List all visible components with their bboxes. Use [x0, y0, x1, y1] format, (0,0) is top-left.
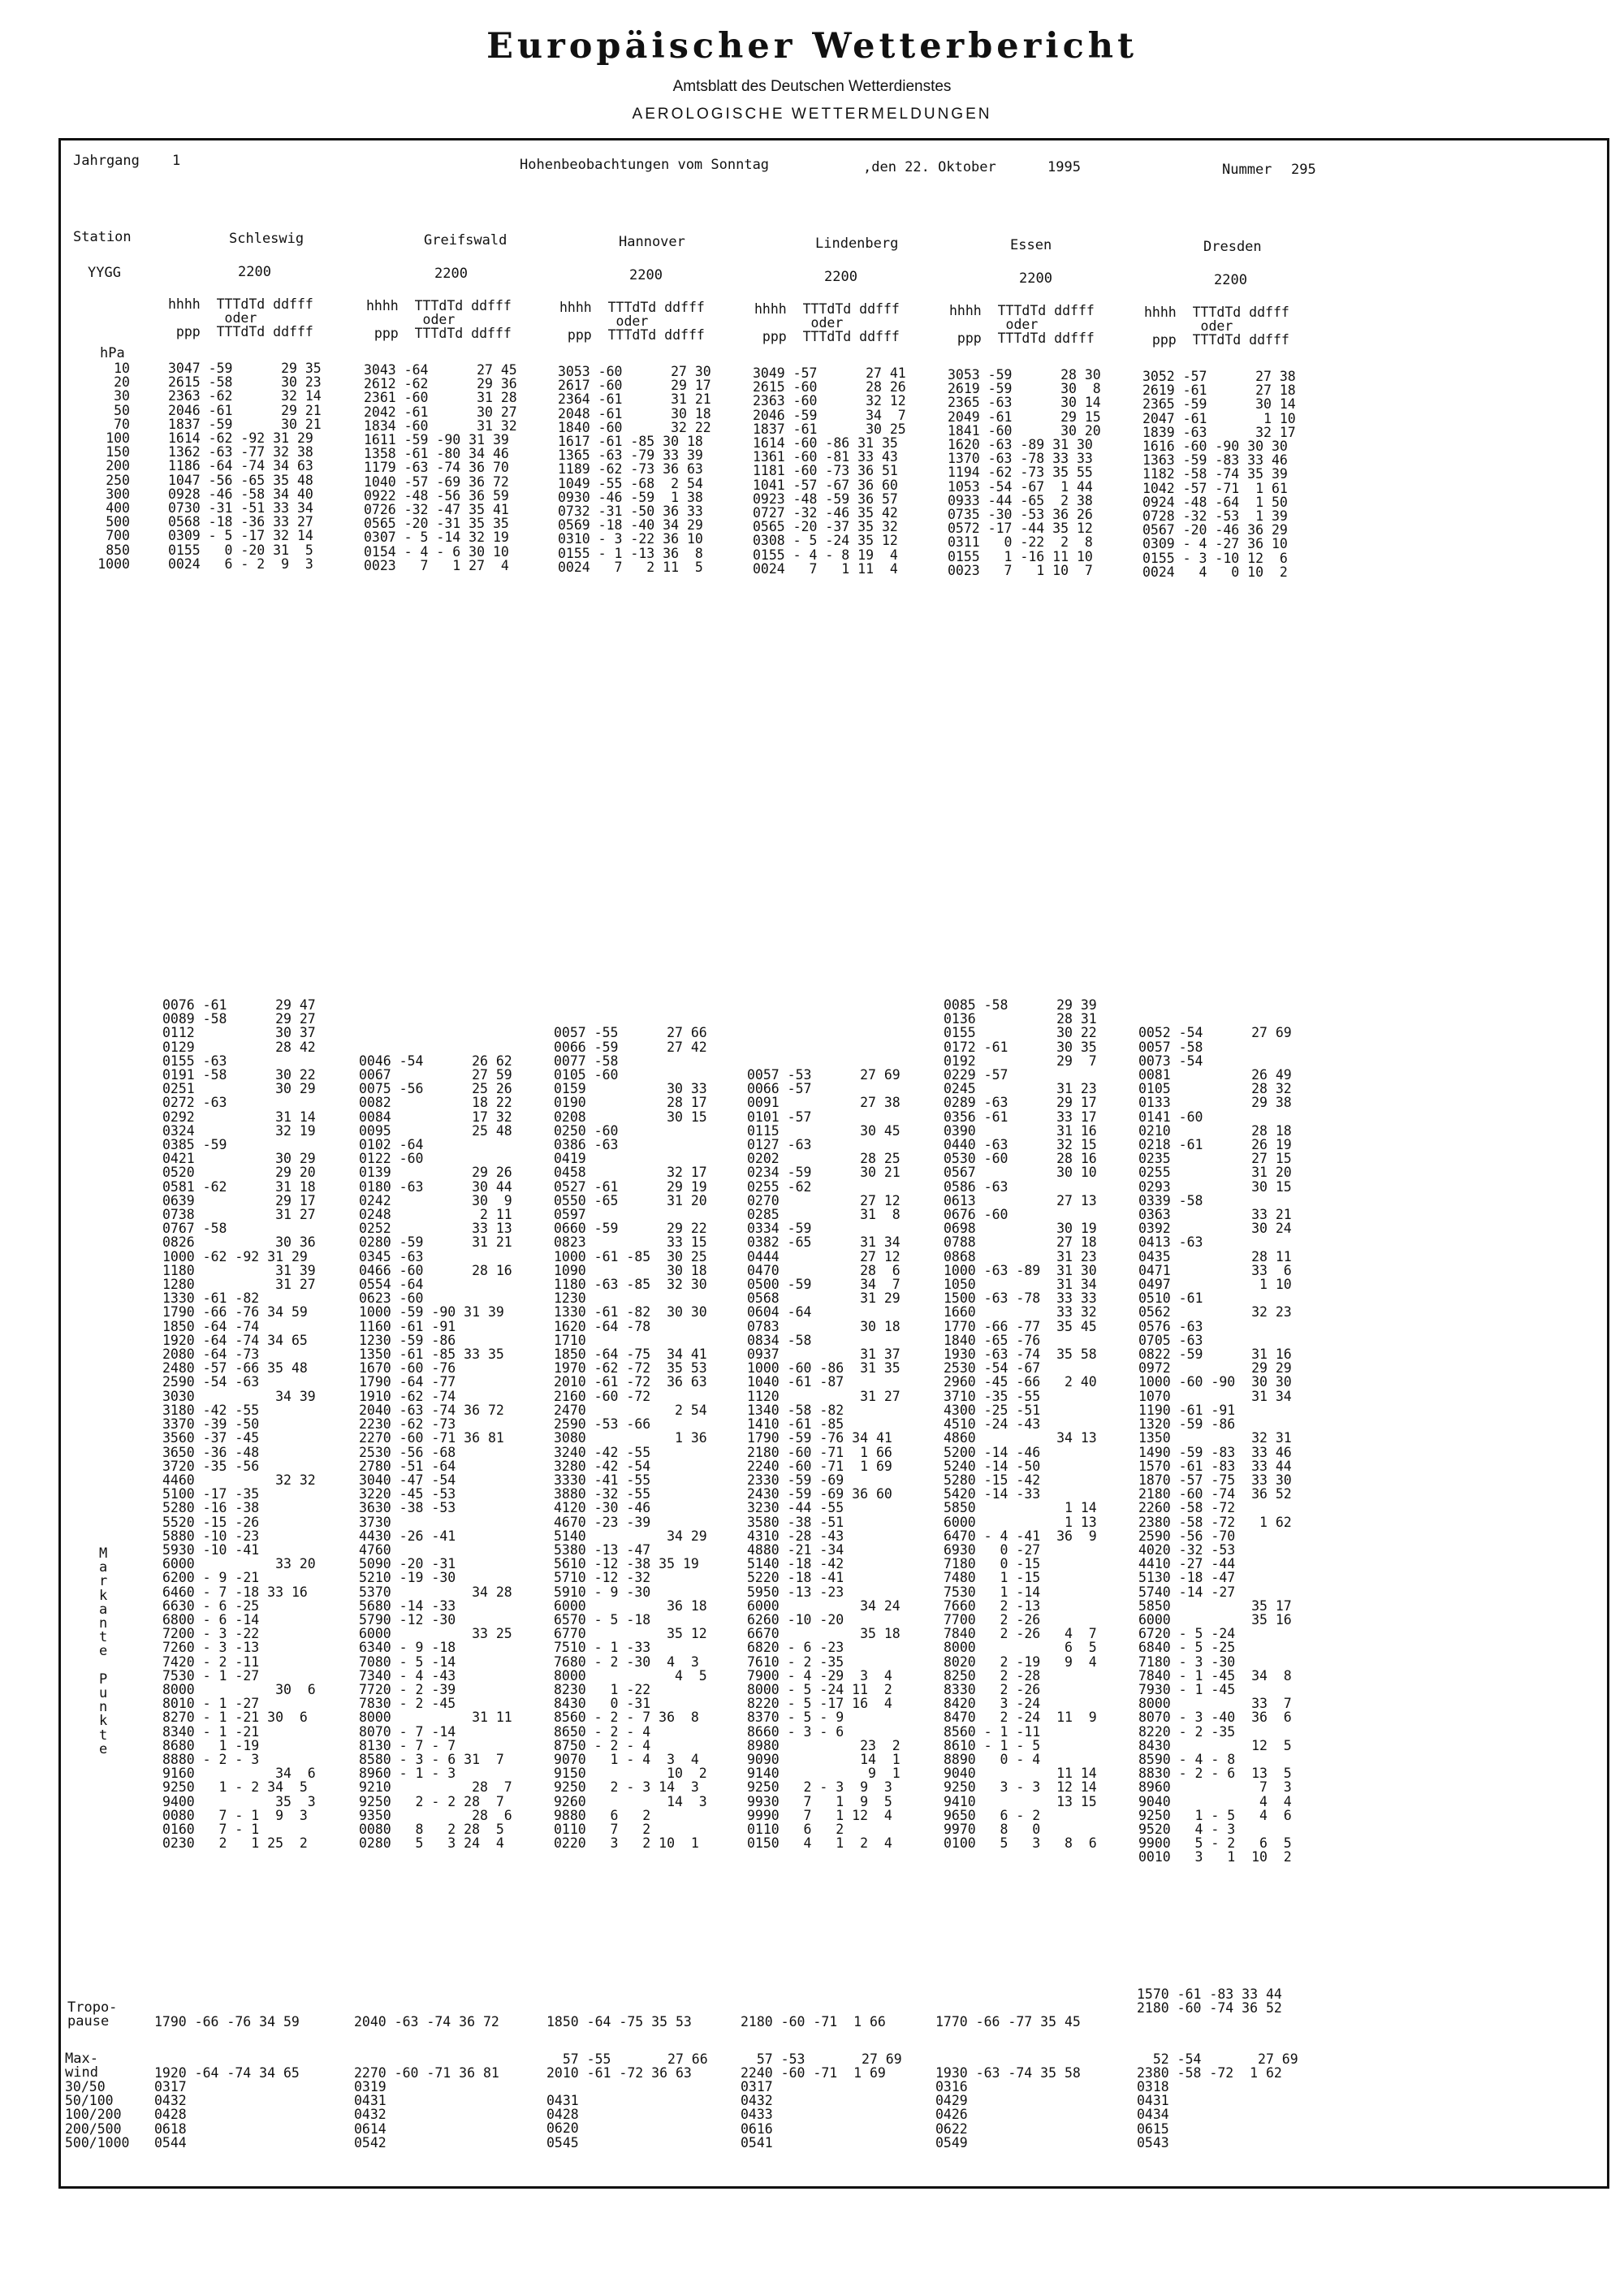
- tropopause-values: 1770 -66 -77 35 45: [935, 2014, 1081, 2030]
- standard-levels: 3052 -57 27 38 2619 -61 27 18 2365 -59 30 14 2047 -61 1 10 1839 -63 32 17 1616 -60 -90 30 30 1363 -59 -83 33 46 1182 -58 -74 35 39 1042 -57 -71 1 61 0924 -48 -64 1 50 0728 -32 -53 1 39 0567 -20 -46 36 29 0309 - 4 -27 36 10 0155 - 3 -10 12 6 0024 4 0 10 2: [1142, 369, 1296, 580]
- standard-levels: 3047 -59 29 35 2615 -58 30 23 2363 -62 32 14 2046 -61 29 21 1837 -59 30 21 1614 -62 -92 31 29 1362 -63 -77 32 38 1186 -64 -74 34 63 1047 -56 -65 35 48 0928 -46 -58 34 40 0730 -31 -51 33 34 0568 -18 -36 33 27 0309 - 5 -17 32 14 0155 0 -20 31 5 0024 6 - 2 9 3: [168, 361, 322, 572]
- station-name: Schleswig: [229, 231, 304, 247]
- tropopause-values: 1790 -66 -76 34 59: [154, 2014, 300, 2030]
- maxwind-values: 57 -55 27 66 2010 -61 -72 36 63: [546, 2051, 708, 2081]
- layer-values: 0317 0432 0428 0618 0544: [154, 2079, 187, 2151]
- column-header: hhhh TTTdTd ddfff oder ppp TTTdTd ddfff: [168, 296, 313, 340]
- significant-points: 0057 -53 27 69 0066 -57 0091 27 38 0101 -57 0115 30 45 0127 -63 0202 28 25 0234 -59 30 21 0255 -62 0270 27 12 0285 31 8 0334 -59 0382 -65 31 34 0444 27 12 0470 28 6 0500 -59 34 7 0568 31 29 0604 -64 0783 30 18 0834 -58 0937 31 37 1000 -60 -86 31 35 1040 -61 -87 1120 31 27 1340 -58 -82 1410 -61 -85 1790 -59 -76 34 41 2180 -60 -71 1 66 2240 -60 -71 1 69 2330 -59 -69 2430 -59 -69 36 60 3230 -44 -55 3580 -38 -51 4310 -28 -43 4880 -21 -34 5140 -18 -42 5220 -18 -41 5950 -13 -23 6000 34 24 6260 -10 -20 6670 35 18 6820 - 6 -23 7610 - 2 -35 7900 - 4 -29 3 4 8000 - 5 -24 11 2 8220 - 5 -17 16 4 8370 - 5 - 9 8660 - 3 - 6 8980 23 2 9090 14 1 9140 9 1 9250 2 - 3 9 3 9930 7 1 9 5 9990 7 1 12 4 0110 6 2 0150 4 1 2 4: [747, 1067, 901, 1852]
- significant-points: 0057 -55 27 66 0066 -59 27 42 0077 -58 0105 -60 0159 30 33 0190 28 17 0208 30 15 0250 -60 0386 -63 0419 0458 32 17 0527 -61 29 19 0550 -65 31 20 0597 0660 -59 29 22 0823 33 15 1000 -61 -85 30 25 1090 30 18 1180 -63 -85 32 30 1230 1330 -61 -82 30 30 1620 -64 -78 1710 1850 -64 -75 34 41 1970 -62 -72 35 53 2010 -61 -72 36 63 2160 -60 -72 2470 2 54 2590 -53 -66 3080 1 36 3240 -42 -55 3280 -42 -54 3330 -41 -55 3880 -32 -55 4120 -30 -46 4670 -23 -39 5140 34 29 5380 -13 -47 5610 -12 -38 35 19 5710 -12 -32 5910 - 9 -30 6000 36 18 6570 - 5 -18 6770 35 12 7510 - 1 -33 7680 - 2 -30 4 3 8000 4 5 8230 1 -22 8430 0 -31 8560 - 2 - 7 36 8 8650 - 2 - 4 8750 - 2 - 4 9070 1 - 4 3 4 9150 10 2 9250 2 - 3 14 3 9260 14 3 9880 6 2 0110 7 2 0220 3 2 10 1: [554, 1025, 707, 1852]
- tropopause-values: 2180 -60 -71 1 66: [741, 2014, 886, 2030]
- jahrgang-value: 1: [172, 153, 181, 169]
- section-title: AEROLOGISCHE WETTERMELDUNGEN: [632, 106, 992, 123]
- station-yygg: 2200: [629, 267, 663, 283]
- standard-levels: 3049 -57 27 41 2615 -60 28 26 2363 -60 32 12 2046 -59 34 7 1837 -61 30 25 1614 -60 -86 31 35 1361 -60 -81 33 43 1181 -60 -73 36 51 1041 -57 -67 36 60 0923 -48 -59 36 57 0727 -32 -46 35 42 0565 -20 -37 35 32 0308 - 5 -24 35 12 0155 - 4 - 8 19 4 0024 7 1 11 4: [753, 365, 906, 577]
- layer-values: 0318 0431 0434 0615 0543: [1137, 2079, 1169, 2151]
- jahrgang-label: Jahrgang: [73, 153, 140, 169]
- maxwind-values: 52 -54 27 69 2380 -58 -72 1 62: [1137, 2051, 1298, 2081]
- column-header: hhhh TTTdTd ddfff oder ppp TTTdTd ddfff: [559, 300, 705, 344]
- standard-levels: 3053 -60 27 30 2617 -60 29 17 2364 -61 31 21 2048 -61 30 18 1840 -60 32 22 1617 -61 -85 30 18 1365 -63 -79 33 39 1189 -62 -73 36 63 1049 -55 -68 2 54 0930 -46 -59 1 38 0732 -31 -50 36 33 0569 -18 -40 34 29 0310 - 3 -22 36 10 0155 - 1 -13 36 8 0024 7 2 11 5: [558, 364, 711, 575]
- layer-labels: 30/50 50/100 100/200 200/500 500/1000: [65, 2079, 130, 2151]
- standard-levels: 3043 -64 27 45 2612 -62 29 36 2361 -60 31 28 2042 -61 30 27 1834 -60 31 32 1611 -59 -90 31 39 1358 -61 -80 34 46 1179 -63 -74 36 70 1040 -57 -69 36 72 0922 -48 -56 36 59 0726 -32 -47 35 41 0565 -20 -31 35 35 0307 - 5 -14 32 19 0154 - 4 - 6 30 10 0023 7 1 27 4: [364, 362, 517, 573]
- markante-punkte-label: M a r k a n t e P u n k t e: [99, 1545, 108, 1757]
- maxwind-values: 57 -53 27 69 2240 -60 -71 1 69: [741, 2051, 902, 2081]
- station-name: Dresden: [1203, 239, 1262, 255]
- tropopause-values: 1570 -61 -83 33 44 2180 -60 -74 36 52: [1137, 1986, 1282, 2017]
- column-header: hhhh TTTdTd ddfff oder ppp TTTdTd ddfff: [366, 298, 512, 342]
- station-yygg: 2200: [1019, 270, 1052, 287]
- station-name: Hannover: [619, 234, 685, 250]
- station-yygg: 2200: [238, 264, 271, 280]
- date-text: ,den 22. Oktober: [863, 159, 996, 175]
- tropopause-values: 1850 -64 -75 35 53: [546, 2014, 692, 2030]
- significant-points: 0076 -61 29 47 0089 -58 29 27 0112 30 37 0129 28 42 0155 -63 0191 -58 30 22 0251 30 29 0272 -63 0292 31 14 0324 32 19 0385 -59 0421 30 29 0520 29 20 0581 -62 31 18 0639 29 17 0738 31 27 0767 -58 0826 30 36 1000 -62 -92 31 29 1180 31 39 1280 31 27 1330 -61 -82 1790 -66 -76 34 59 1850 -64 -74 1920 -64 -74 34 65 2080 -64 -73 2480 -57 -66 35 48 2590 -54 -63 3030 34 39 3180 -42 -55 3370 -39 -50 3560 -37 -45 3650 -36 -48 3720 -35 -56 4460 32 32 5100 -17 -35 5280 -16 -38 5520 -15 -26 5880 -10 -23 5930 -10 -41 6000 33 20 6200 - 9 -21 6460 - 7 -18 33 16 6630 - 6 -25 6800 - 6 -14 7200 - 3 -22 7260 - 3 -13 7420 - 2 -11 7530 - 1 -27 8000 30 6 8010 - 1 -27 8270 - 1 -21 30 6 8340 - 1 -21 8680 1 -19 8880 - 2 - 3 9160 34 6 9250 1 - 2 34 5 9400 35 3 0080 7 - 1 9 3 0160 7 - 1 0230 2 1 25 2: [162, 997, 316, 1852]
- station-name: Essen: [1010, 237, 1052, 253]
- page-title: Europäischer Wetterbericht: [486, 26, 1138, 67]
- station-name: Greifswald: [424, 232, 508, 249]
- layer-values: 0317 0432 0433 0616 0541: [741, 2079, 773, 2151]
- significant-points: 0046 -54 26 62 0067 27 59 0075 -56 25 26 0082 18 22 0084 17 32 0095 25 48 0102 -64 0122 -60 0139 29 26 0180 -63 30 44 0242 30 9 0248 2 11 0252 33 13 0280 -59 31 21 0345 -63 0466 -60 28 16 0554 -64 0623 -60 1000 -59 -90 31 39 1160 -61 -91 1230 -59 -86 1350 -61 -85 33 35 1670 -60 -76 1790 -64 -77 1910 -62 -74 2040 -63 -74 36 72 2230 -62 -73 2270 -60 -71 36 81 2530 -56 -68 2780 -51 -64 3040 -47 -54 3220 -45 -53 3630 -38 -53 3730 4430 -26 -41 4760 5090 -20 -31 5210 -19 -30 5370 34 28 5680 -14 -33 5790 -12 -30 6000 33 25 6340 - 9 -18 7080 - 5 -14 7340 - 4 -43 7720 - 2 -39 7830 - 2 -45 8000 31 11 8070 - 7 -14 8130 - 7 - 7 8580 - 3 - 6 31 7 8960 - 1 - 3 9210 28 7 9250 2 - 2 28 7 9350 28 6 0080 8 2 28 5 0280 5 3 24 4: [359, 1053, 512, 1852]
- hpa-label: hPa: [100, 345, 125, 361]
- station-label: Station: [73, 229, 132, 245]
- column-header: hhhh TTTdTd ddfff oder ppp TTTdTd ddfff: [949, 303, 1095, 347]
- maxwind-label: Max- wind: [65, 2051, 98, 2081]
- maxwind-values: 1930 -63 -74 35 58: [935, 2065, 1081, 2081]
- column-header: hhhh TTTdTd ddfff oder ppp TTTdTd ddfff: [754, 301, 900, 345]
- pressure-levels: 10 20 30 50 70 100 150 200 250 300 400 500 700 850 1000: [97, 361, 130, 572]
- layer-values: 0319 0431 0432 0614 0542: [354, 2079, 387, 2151]
- tropopause-label: Tropo- pause: [67, 1999, 118, 2030]
- subtitle: Amtsblatt des Deutschen Wetterdienstes: [672, 78, 952, 95]
- standard-levels: 3053 -59 28 30 2619 -59 30 8 2365 -63 30 14 2049 -61 29 15 1841 -60 30 20 1620 -63 -89 31 30 1370 -63 -78 33 33 1194 -62 -73 35 55 1053 -54 -67 1 44 0933 -44 -65 2 38 0735 -30 -53 36 26 0572 -17 -44 35 12 0311 0 -22 2 8 0155 1 -16 11 10 0023 7 1 10 7: [948, 367, 1101, 578]
- nummer-value: 295: [1291, 162, 1316, 178]
- significant-points: 0085 -58 29 39 0136 28 31 0155 30 22 0172 -61 30 35 0192 29 7 0229 -57 0245 31 23 0289 -63 29 17 0356 -61 33 17 0390 31 16 0440 -63 32 15 0530 -60 28 16 0567 30 10 0586 -63 0613 27 13 0676 -60 0698 30 19 0788 27 18 0868 31 23 1000 -63 -89 31 30 1050 31 34 1500 -63 -78 33 33 1660 33 32 1770 -66 -77 35 45 1840 -65 -76 1930 -63 -74 35 58 2530 -54 -67 2960 -45 -66 2 40 3710 -35 -55 4300 -25 -51 4510 -24 -43 4860 34 13 5200 -14 -46 5240 -14 -50 5280 -15 -42 5420 -14 -33 5850 1 14 6000 1 13 6470 - 4 -41 36 9 6930 0 -27 7180 0 -15 7480 1 -15 7530 1 -14 7660 2 -13 7700 2 -26 7840 2 -26 4 7 8000 6 5 8020 2 -19 9 4 8250 2 -28 8330 2 -26 8420 3 -24 8470 2 -24 11 9 8560 - 1 -11 8610 - 1 - 5 8890 0 - 4 9040 11 14 9250 3 - 3 12 14 9410 13 15 9650 6 - 2 9970 8 0 0100 5 3 8 6: [944, 997, 1097, 1852]
- column-header: hhhh TTTdTd ddfff oder ppp TTTdTd ddfff: [1144, 305, 1289, 348]
- station-yygg: 2200: [434, 266, 468, 282]
- station-name: Lindenberg: [815, 236, 899, 252]
- yygg-label: YYGG: [88, 265, 121, 281]
- tropopause-values: 2040 -63 -74 36 72: [354, 2014, 499, 2030]
- maxwind-values: 2270 -60 -71 36 81: [354, 2065, 499, 2081]
- layer-values: 0431 0428 0620 0545: [546, 2093, 579, 2151]
- maxwind-values: 1920 -64 -74 34 65: [154, 2065, 300, 2081]
- station-yygg: 2200: [1214, 272, 1247, 288]
- obs-text: Hohenbeobachtungen vom Sonntag: [520, 157, 770, 173]
- year: 1995: [1047, 159, 1081, 175]
- nummer-label: Nummer: [1222, 162, 1272, 178]
- station-yygg: 2200: [824, 269, 857, 285]
- layer-values: 0316 0429 0426 0622 0549: [935, 2079, 968, 2151]
- significant-points: 0052 -54 27 69 0057 -58 0073 -54 0081 26 49 0105 28 32 0133 29 38 0141 -60 0210 28 18 0218 -61 26 19 0235 27 15 0255 31 20 0293 30 15 0339 -58 0363 33 21 0392 30 24 0413 -63 0435 28 11 0471 33 6 0497 1 10 0510 -61 0562 32 23 0576 -63 0705 -63 0822 -59 31 16 0972 29 29 1000 -60 -90 30 30 1070 31 34 1190 -61 -91 1320 -59 -86 1350 32 31 1490 -59 -83 33 46 1570 -61 -83 33 44 1870 -57 -75 33 30 2180 -60 -74 36 52 2260 -58 -72 2380 -58 -72 1 62 2590 -56 -70 4020 -32 -53 4410 -27 -44 5130 -18 -47 5740 -14 -27 5850 35 17 6000 35 16 6720 - 5 -24 6840 - 5 -25 7180 - 3 -30 7840 - 1 -45 34 8 7930 - 1 -45 8000 33 7 8070 - 3 -40 36 6 8220 - 2 -35 8430 12 5 8590 - 4 - 8 8830 - 2 - 6 13 5 8960 7 3 9040 4 4 9250 1 - 5 4 6 9520 4 - 3 9900 5 - 2 6 5 0010 3 1 10 2: [1138, 1025, 1292, 1865]
